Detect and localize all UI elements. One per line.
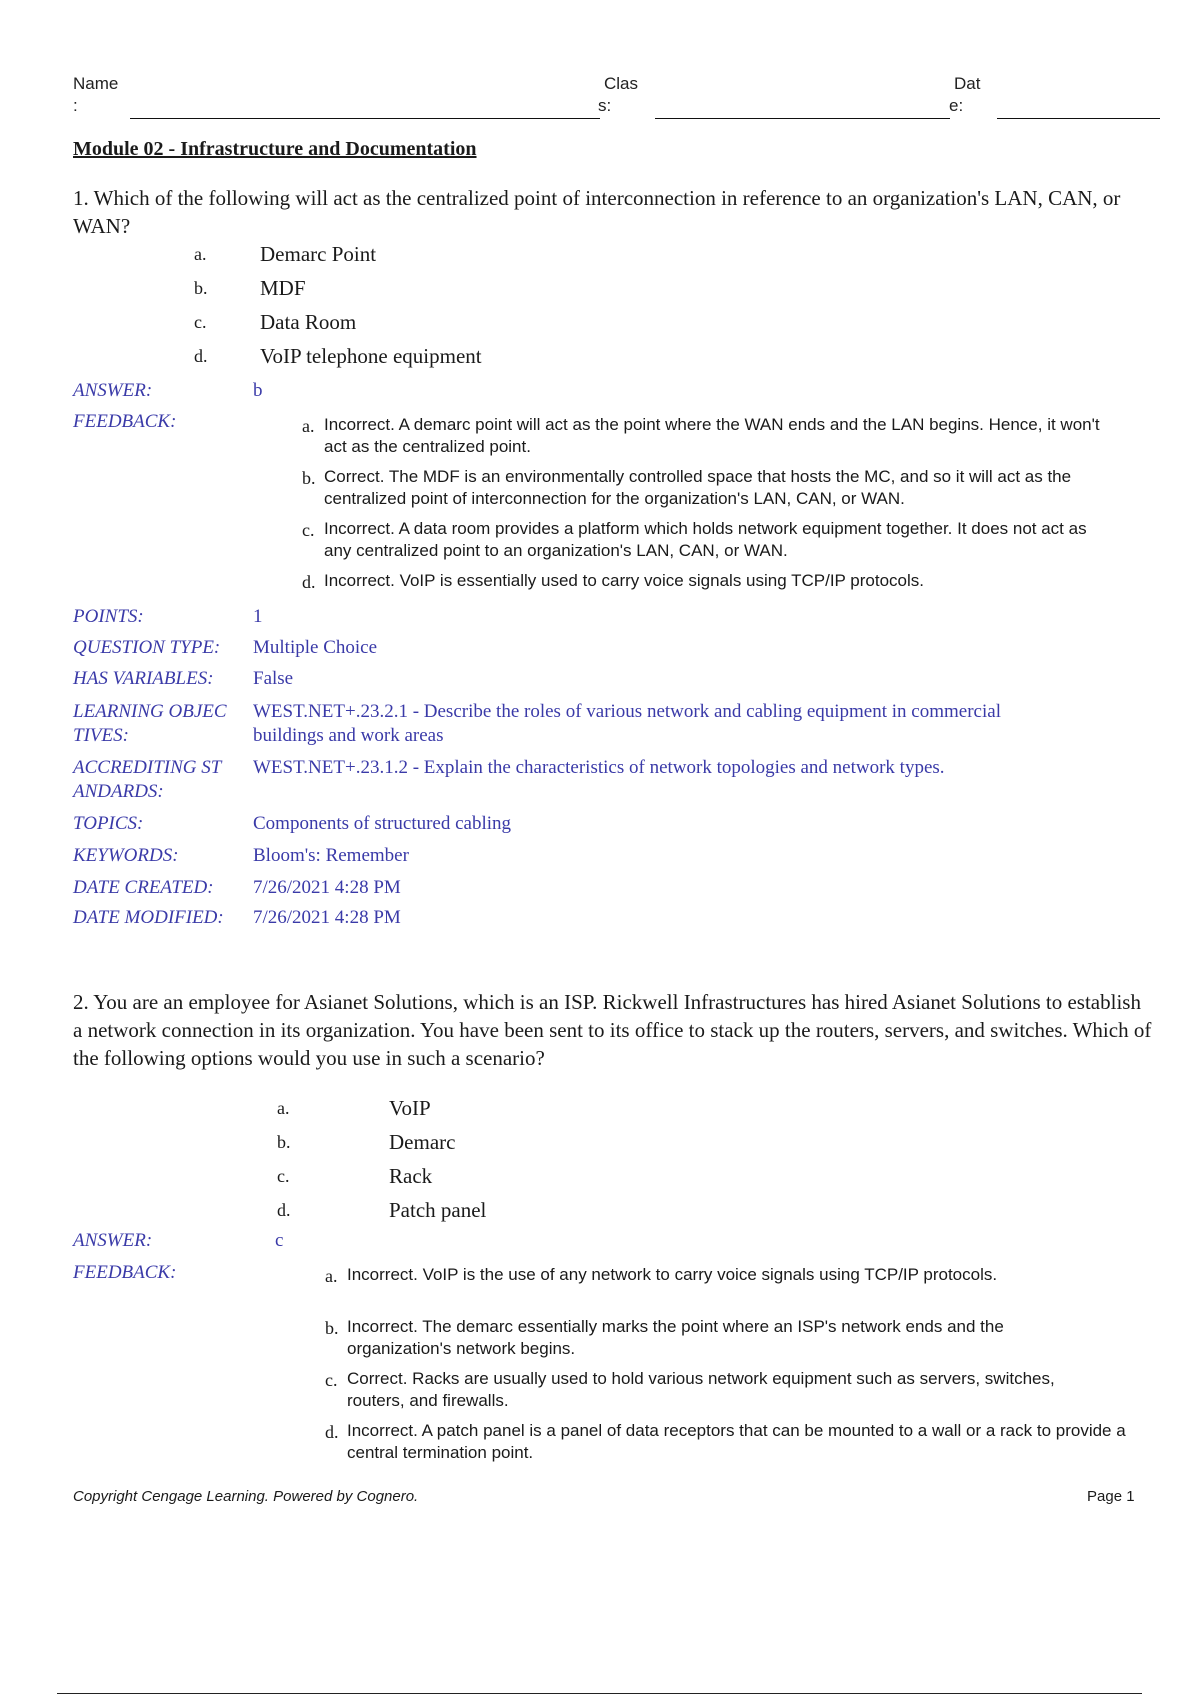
topics-value: Components of structured cabling: [253, 813, 512, 834]
q2-option-letter: d.: [277, 1200, 291, 1220]
name-label: Name: [73, 74, 119, 93]
q2-feedback-a: Incorrect. VoIP is the use of any network to carry voice signals using TCP/IP protocols.: [347, 1265, 998, 1284]
q2-option-letter: a.: [277, 1098, 290, 1118]
name-field-line[interactable]: [130, 118, 600, 119]
points-label: POINTS:: [73, 606, 144, 627]
accrediting-standards-label-cont: ANDARDS:: [73, 781, 164, 802]
q1-option-letter: a.: [194, 244, 207, 264]
q2-option-b: Demarc: [389, 1130, 456, 1154]
date-label-suffix: e:: [949, 96, 964, 115]
q2-feedback-d: Incorrect. A patch panel is a panel of data receptors that can be mounted to a wall or a rack to provide a central termination point.: [347, 1421, 1126, 1462]
q1-feedback-d: Incorrect. VoIP is essentially used to carry voice signals using TCP/IP protocols.: [324, 571, 925, 590]
q1-option-letter: d.: [194, 346, 208, 366]
date-label: Dat: [954, 74, 981, 93]
q2-feedback-letter: a.: [325, 1266, 338, 1286]
q2-option-a: VoIP: [389, 1096, 431, 1120]
q1-answer-value: b: [253, 380, 263, 401]
learning-objectives-value-cont: buildings and work areas: [253, 725, 444, 746]
date-created-label: DATE CREATED:: [73, 877, 214, 898]
footer-copyright: Copyright Cengage Learning. Powered by Cognero.: [73, 1488, 419, 1505]
q1-feedback-b: Correct. The MDF is an environmentally controlled space that hosts the MC, and so it will act as the centralized point of interconnection for the organization's LAN, CAN, or WAN.: [324, 467, 1072, 508]
has-variables-value: False: [253, 668, 294, 689]
q1-feedback-letter: d.: [302, 572, 316, 592]
q2-feedback-label: FEEDBACK:: [73, 1262, 177, 1283]
q2-answer-value: c: [275, 1230, 284, 1251]
accrediting-standards-value: WEST.NET+.23.1.2 - Explain the characteristics of network topologies and network types.: [253, 757, 945, 778]
question-type-label: QUESTION TYPE:: [73, 637, 221, 658]
q2-answer-label: ANSWER:: [73, 1230, 153, 1251]
date-modified-label: DATE MODIFIED:: [73, 907, 224, 928]
date-created-value: 7/26/2021 4:28 PM: [253, 877, 401, 898]
q1-feedback-a: Incorrect. A demarc point will act as the point where the WAN ends and the LAN begins. Hence, it won't act as the centralized point.: [324, 415, 1100, 456]
q1-feedback-letter: b.: [302, 468, 316, 488]
topics-label: TOPICS:: [73, 813, 144, 834]
class-field-line[interactable]: [655, 118, 950, 119]
module-title: Module 02 - Infrastructure and Documentation: [73, 138, 477, 160]
footer-page-number: Page 1: [1087, 1488, 1135, 1505]
q1-option-c: Data Room: [260, 310, 357, 334]
class-label: Clas: [604, 74, 639, 93]
q2-feedback-letter: d.: [325, 1422, 339, 1442]
question-1-text: 1. Which of the following will act as the centralized point of interconnection in reference to an organization's LAN, CAN, or WAN?: [73, 186, 1121, 238]
question-type-value: Multiple Choice: [253, 637, 378, 658]
q1-feedback-letter: a.: [302, 416, 315, 436]
learning-objectives-label: LEARNING OBJEC: [73, 701, 227, 722]
has-variables-label: HAS VARIABLES:: [73, 668, 214, 689]
q1-feedback-c: Incorrect. A data room provides a platform which holds network equipment together. It does not act as any centralized point to an organization's LAN, CAN, or WAN.: [324, 519, 1087, 560]
q1-option-a: Demarc Point: [260, 242, 377, 266]
date-modified-value: 7/26/2021 4:28 PM: [253, 907, 401, 928]
learning-objectives-value: WEST.NET+.23.2.1 - Describe the roles of various network and cabling equipment in commercial: [253, 701, 1001, 722]
question-2-text: 2. You are an employee for Asianet Solutions, which is an ISP. Rickwell Infrastructures has hired Asianet Solutions to establish a network connection in its organization. You have been sent to its office to stack up the routers, servers, and switches. Which of the following options would you use in such a scenario?: [73, 990, 1152, 1070]
q2-option-d: Patch panel: [389, 1198, 487, 1222]
q2-option-letter: b.: [277, 1132, 291, 1152]
q1-option-d: VoIP telephone equipment: [260, 344, 482, 368]
keywords-label: KEYWORDS:: [73, 845, 179, 866]
q2-option-c: Rack: [389, 1164, 433, 1188]
q1-answer-label: ANSWER:: [73, 380, 153, 401]
q1-option-letter: c.: [194, 312, 207, 332]
q1-option-b: MDF: [260, 276, 306, 300]
q2-feedback-c: Correct. Racks are usually used to hold various network equipment such as servers, switches, routers, and firewalls.: [347, 1369, 1055, 1410]
name-label-colon: :: [73, 96, 78, 115]
class-label-suffix: s:: [598, 96, 612, 115]
q2-option-letter: c.: [277, 1166, 290, 1186]
learning-objectives-label-cont: TIVES:: [73, 725, 129, 746]
keywords-value: Bloom's: Remember: [253, 845, 409, 866]
q1-feedback-label: FEEDBACK:: [73, 411, 177, 432]
page-bottom-rule: [57, 1693, 1142, 1694]
date-field-line[interactable]: [997, 118, 1160, 119]
q2-feedback-letter: b.: [325, 1318, 339, 1338]
points-value: 1: [253, 606, 263, 627]
q1-option-letter: b.: [194, 278, 208, 298]
q2-feedback-b: Incorrect. The demarc essentially marks the point where an ISP's network ends and the organization's network begins.: [347, 1317, 1004, 1358]
accrediting-standards-label: ACCREDITING ST: [73, 757, 222, 778]
q2-feedback-letter: c.: [325, 1370, 338, 1390]
q1-feedback-letter: c.: [302, 520, 315, 540]
